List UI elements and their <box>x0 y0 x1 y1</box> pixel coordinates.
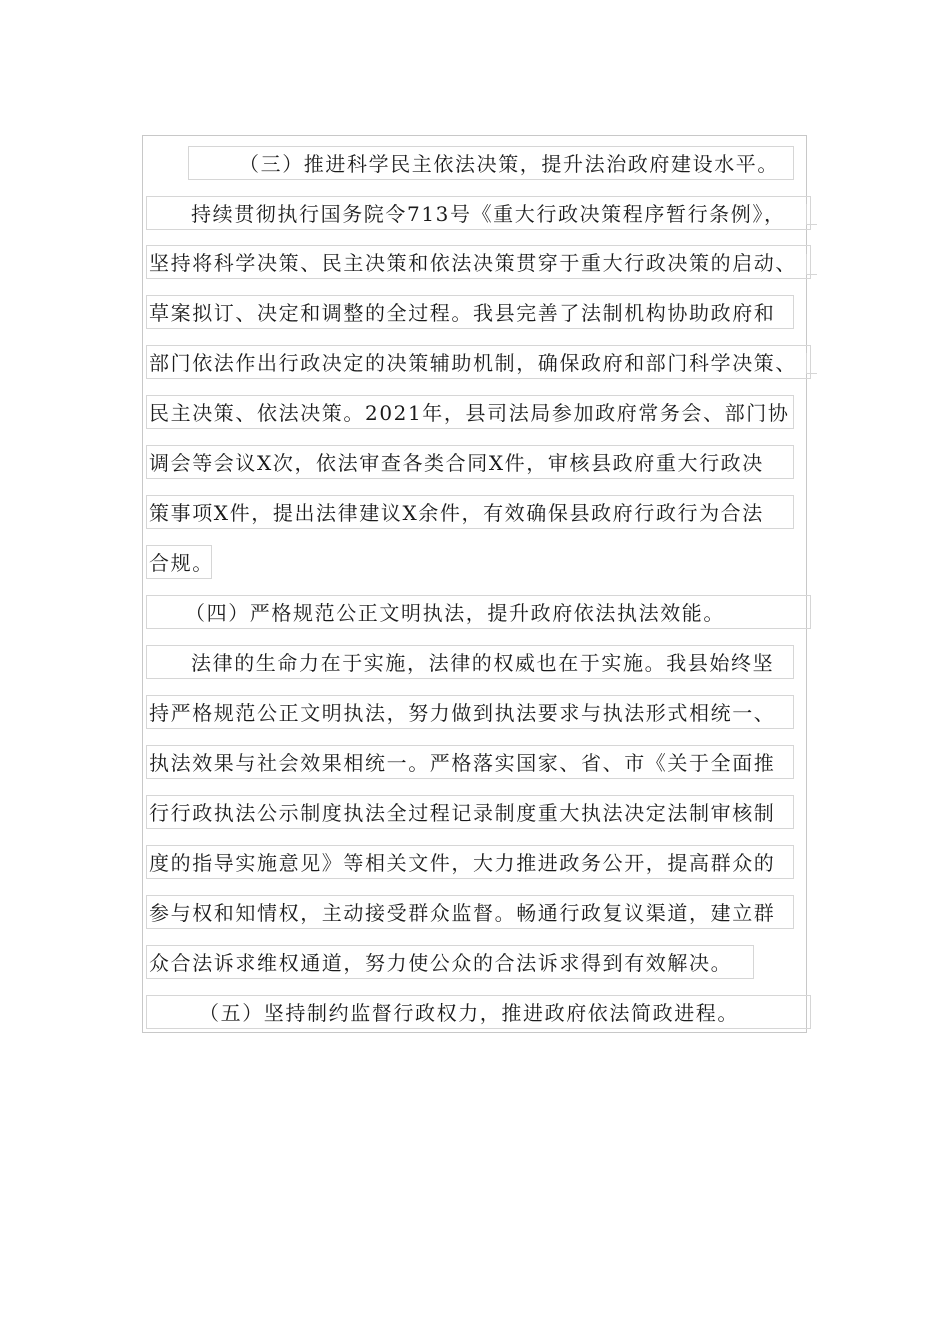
paragraph-1-line-7: 策事项X件，提出法律建议X余件，有效确保县政府行政行为合法 <box>146 495 794 529</box>
paragraph-2-line-2: 持严格规范公正文明执法，努力做到执法要求与执法形式相统一、 <box>146 695 794 729</box>
paragraph-2-line-1: 法律的生命力在于实施，法律的权威也在于实施。我县始终坚 <box>146 645 794 679</box>
paragraph-1-line-3: 草案拟订、决定和调整的全过程。我县完善了法制机构协助政府和 <box>146 295 794 329</box>
paragraph-1-line-2: 坚持将科学决策、民主决策和依法决策贯穿于重大行政决策的启动、 <box>146 245 811 279</box>
layout-mark <box>806 204 817 225</box>
paragraph-1-line-1: 持续贯彻执行国务院令713号《重大行政决策程序暂行条例》， <box>146 196 811 230</box>
layout-mark <box>806 254 817 275</box>
paragraph-2-line-5: 度的指导实施意见》等相关文件，大力推进政务公开，提高群众的 <box>146 845 794 879</box>
heading-section-5: （五）坚持制约监督行政权力，推进政府依法简政进程。 <box>146 995 811 1029</box>
layout-mark <box>806 353 817 374</box>
paragraph-2-line-4: 行行政执法公示制度执法全过程记录制度重大执法决定法制审核制 <box>146 795 794 829</box>
paragraph-1-line-8: 合规。 <box>146 545 212 579</box>
heading-section-4: （四）严格规范公正文明执法，提升政府依法执法效能。 <box>146 595 811 629</box>
paragraph-1-line-5: 民主决策、依法决策。2021年，县司法局参加政府常务会、部门协 <box>146 395 794 429</box>
heading-section-3: （三）推进科学民主依法决策，提升法治政府建设水平。 <box>188 146 794 180</box>
paragraph-2-line-6: 参与权和知情权，主动接受群众监督。畅通行政复议渠道，建立群 <box>146 895 794 929</box>
paragraph-2-line-7: 众合法诉求维权通道，努力使公众的合法诉求得到有效解决。 <box>146 945 754 979</box>
paragraph-2-line-3: 执法效果与社会效果相统一。严格落实国家、省、市《关于全面推 <box>146 745 794 779</box>
paragraph-1-line-6: 调会等会议X次，依法审查各类合同X件，审核县政府重大行政决 <box>146 445 794 479</box>
paragraph-1-line-4: 部门依法作出行政决定的决策辅助机制，确保政府和部门科学决策、 <box>146 345 811 379</box>
